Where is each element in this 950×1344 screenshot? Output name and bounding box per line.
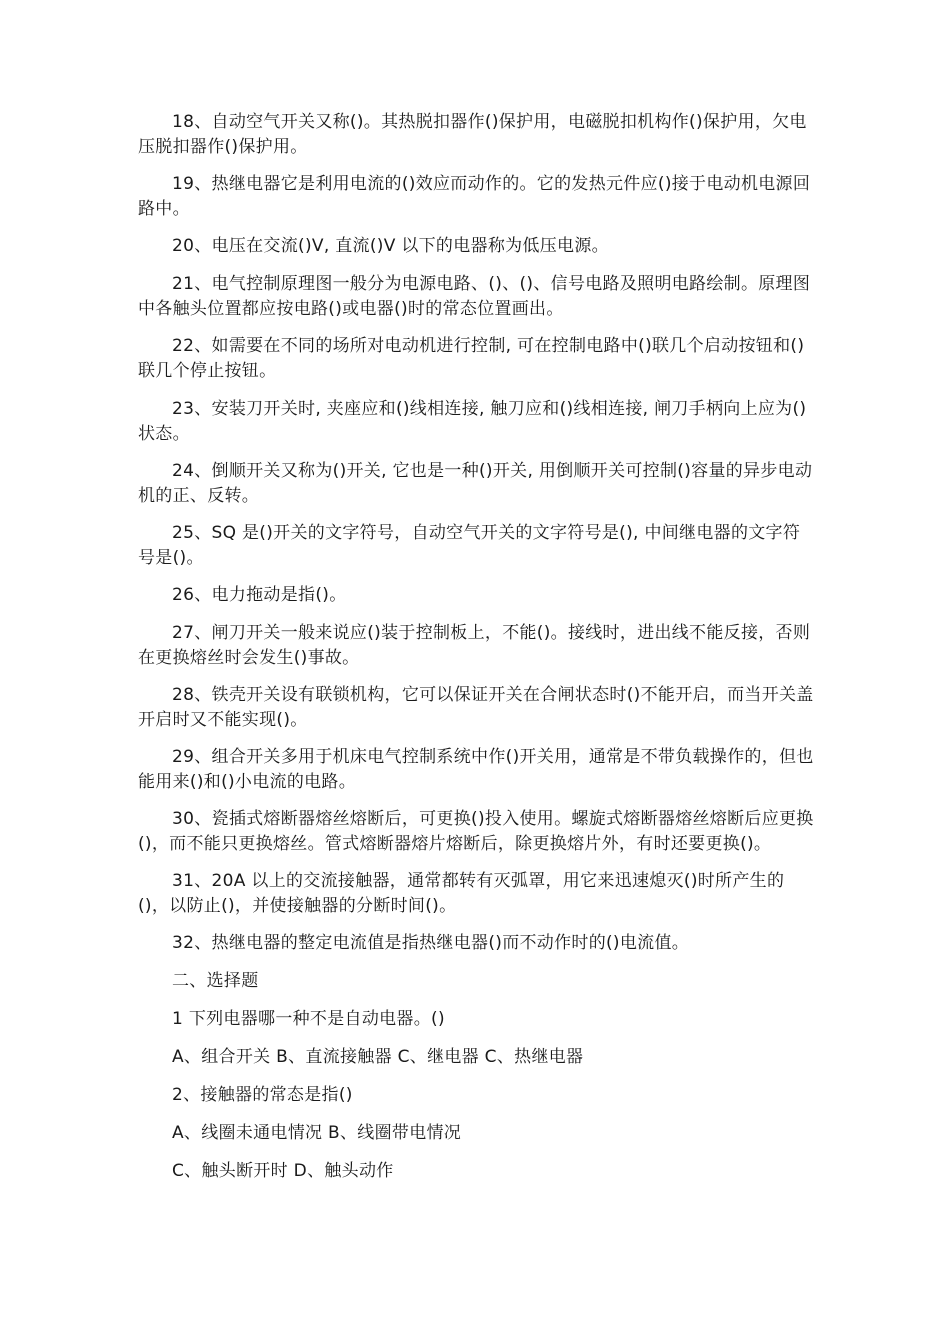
- question-19: 19、热继电器它是利用电流的()效应而动作的。它的发热元件应()接于电动机电源回路中。: [138, 174, 811, 219]
- question-18: 18、自动空气开关又称()。其热脱扣器作()保护用，电磁脱扣机构作()保护用，欠电压脱扣器作()保护用。: [138, 112, 807, 157]
- choice-options-2b: C、触头断开时 D、触头动作: [172, 1161, 394, 1181]
- question-32: 32、热继电器的整定电流值是指热继电器()而不动作时的()电流值。: [172, 933, 690, 953]
- question-29: 29、组合开关多用于机床电气控制系统中作()开关用，通常是不带负载操作的，但也能用来()和()小电流的电路。: [138, 747, 814, 792]
- choice-question-2: 2、接触器的常态是指(): [172, 1085, 353, 1105]
- question-21: 21、电气控制原理图一般分为电源电路、()、()、信号电路及照明电路绘制。原理图中各触头位置都应按电路()或电器()时的常态位置画出。: [138, 274, 811, 319]
- question-23: 23、安装刀开关时, 夹座应和()线相连接, 触刀应和()线相连接, 闸刀手柄向上应为()状态。: [138, 399, 807, 444]
- section-title: 二、选择题: [172, 971, 259, 991]
- question-20: 20、电压在交流()V, 直流()V 以下的电器称为低压电源。: [172, 236, 609, 256]
- question-22: 22、如需要在不同的场所对电动机进行控制, 可在控制电路中()联几个启动按钮和()联几个停止按钮。: [138, 336, 805, 381]
- choice-options-1: A、组合开关 B、直流接触器 C、继电器 C、热继电器: [172, 1047, 584, 1067]
- question-24: 24、倒顺开关又称为()开关, 它也是一种()开关, 用倒顺开关可控制()容量的异步电动机的正、反转。: [138, 461, 813, 506]
- document-page: [138, 110, 814, 1197]
- question-26: 26、电力拖动是指()。: [172, 585, 347, 605]
- question-27: 27、闸刀开关一般来说应()装于控制板上，不能()。接线时，进出线不能反接，否则在更换熔丝时会发生()事故。: [138, 623, 811, 668]
- question-25: 25、SQ 是()开关的文字符号，自动空气开关的文字符号是(), 中间继电器的文字符号是()。: [138, 523, 801, 568]
- choice-question-1: 1 下列电器哪一种不是自动电器。(): [172, 1009, 445, 1029]
- question-30: 30、瓷插式熔断器熔丝熔断后，可更换()投入使用。螺旋式熔断器熔丝熔断后应更换()，而不能只更换熔丝。管式熔断器熔片熔断后，除更换熔片外，有时还要更换()。: [138, 809, 814, 854]
- choice-options-2a: A、线圈未通电情况 B、线圈带电情况: [172, 1123, 462, 1143]
- question-28: 28、铁壳开关设有联锁机构，它可以保证开关在合闸状态时()不能开启，而当开关盖开启时又不能实现()。: [138, 685, 814, 730]
- question-31: 31、20A 以上的交流接触器，通常都转有灭弧罩，用它来迅速熄灭()时所产生的()，以防止()，并使接触器的分断时间()。: [138, 871, 785, 916]
